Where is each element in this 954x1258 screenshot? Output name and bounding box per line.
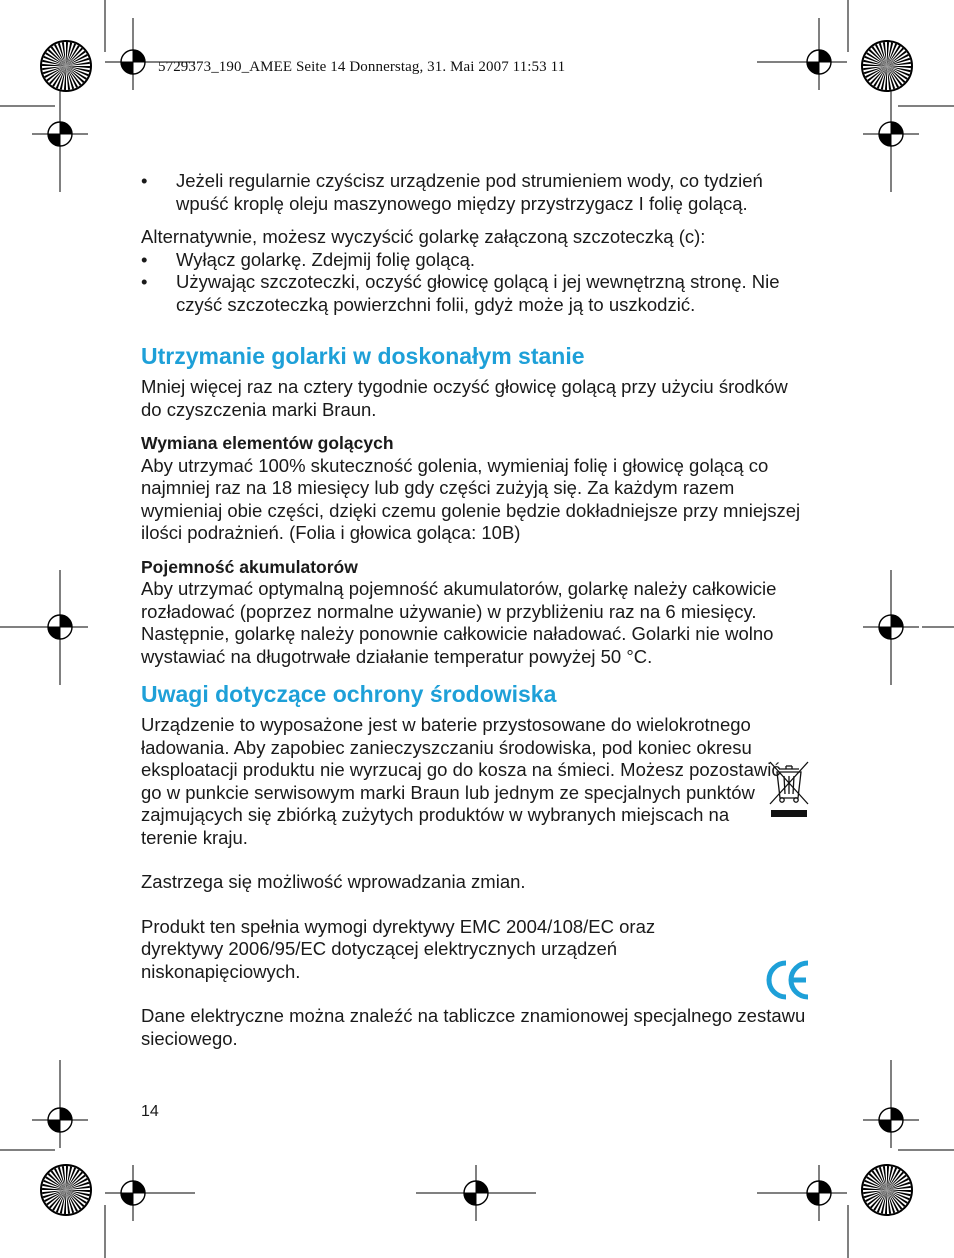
environment-text: Urządzenie to wyposażone jest w baterie przystosowane do wielokrotnego ładowania. Aby zapobiec zanieczyszczaniu środowiska, pod koniec okresu eksploatacji produktu nie wyrzucaj go do kosza na śmieci. Możesz pozostawić go w punkcie serwisowym marki Braun lub jednym ze specjalnych punktów zajmujących się zbiórką zużytych produktów w wybranych miejscach na terenie kraju. <box>141 714 781 848</box>
crossed-out-bin-icon <box>767 760 811 820</box>
maintenance-intro: Mniej więcej raz na cztery tygodnie oczyść głowicę golącą przy użyciu środków do czyszczenia marki Braun. <box>141 376 788 420</box>
battery-text: Aby utrzymać optymalną pojemność akumulatorów, golarkę należy całkowicie rozładować (poprzez normalne używanie) w przybliżeniu raz na 6 miesięcy. Następnie, golarkę należy ponownie całkowicie naładować. Golarki nie wolno wystawiać na długotrwałe działanie temperatur powyżej 50 °C. <box>141 578 777 667</box>
list-item: • Jeżeli regularnie czyścisz urządzenie pod strumieniem wody, co tydzień wpuść kroplę oleju maszynowego między przystrzygacz I folię golącą. <box>141 170 763 214</box>
page-number: 14 <box>141 1103 159 1120</box>
parts-title: Wymiana elementów golących <box>141 433 394 453</box>
bullet: • <box>141 170 148 191</box>
page-content <box>141 170 813 1050</box>
list-item: • Wyłącz golarkę. Zdejmij folię golącą. <box>141 248 476 270</box>
print-header: 5729373_190_AMEE Seite 14 Donnerstag, 31. Mai 2007 11:53 11 <box>158 59 566 75</box>
changes-note: Zastrzega się możliwość wprowadzania zmian. <box>141 871 526 892</box>
alternative-intro: Alternatywnie, możesz wyczyścić golarkę załączoną szczoteczką (c): <box>141 226 706 247</box>
directives-text: Produkt ten spełnia wymogi dyrektywy EMC 2004/108/EC oraz dyrektywy 2006/95/EC dotyczącej elektrycznych urządzeń niskonapięciowych. <box>141 915 656 982</box>
environment-heading: Uwagi dotyczące ochrony środowiska <box>141 681 557 707</box>
parts-text: Aby utrzymać 100% skuteczność golenia, wymieniaj folię i głowicę golącą co najmniej raz na 18 miesięcy lub gdy części zużyją się. Za każdym razem wymieniaj obie części, dzięki czemu golenie będzie dokładniejsze przy mniejszej ilości podrażnień. (Folia i głowica goląca: 10B) <box>141 454 801 543</box>
bullet: • <box>141 248 148 270</box>
battery-title: Pojemność akumulatorów <box>141 556 358 577</box>
ce-mark-icon <box>766 959 810 1001</box>
bullet: • <box>141 271 148 292</box>
list-item: • Używając szczoteczki, oczyść głowicę golącą i jej wewnętrzną stronę. Nie czyść szczoteczką powierzchni folii, gdyż może ją to uszkodzić. <box>141 271 780 315</box>
cleaning-bullets <box>141 170 813 215</box>
maintenance-heading: Utrzymanie golarki w doskonałym stanie <box>141 343 585 369</box>
electrical-data-text: Dane elektryczne można znaleźć na tabliczce znamionowej specjalnego zestawu sieciowego. <box>141 1005 806 1049</box>
alternative-bullets <box>141 249 813 317</box>
